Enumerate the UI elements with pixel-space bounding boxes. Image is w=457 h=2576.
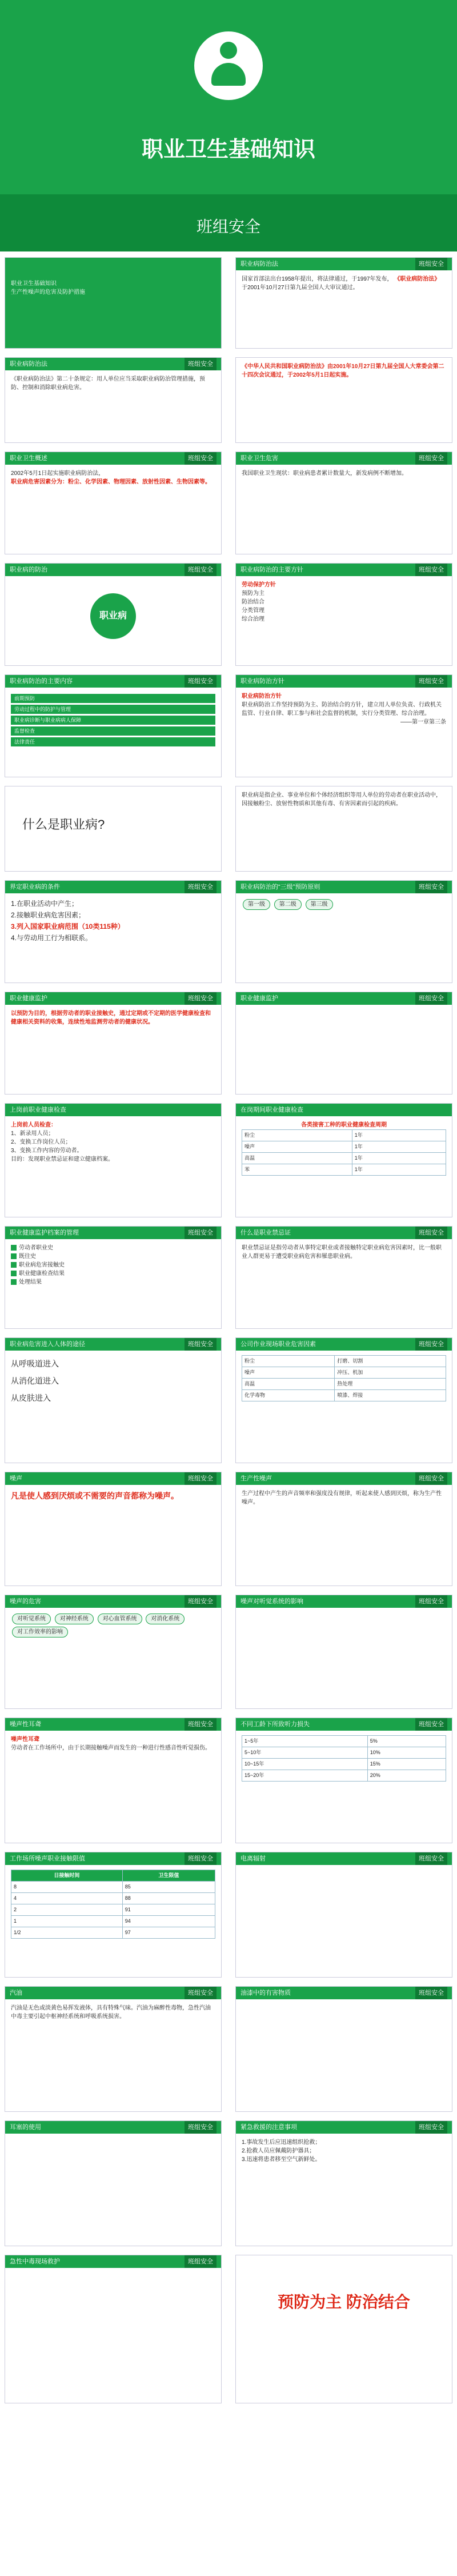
list-item: 对消化系统 [146, 1614, 185, 1624]
slide-tag: 班组安全 [415, 452, 447, 465]
slide-tag: 班组安全 [185, 1595, 217, 1608]
table-row [242, 1153, 446, 1164]
table-row [242, 1164, 446, 1176]
list-item: 3.列入国家职业病范围（10类115种） [11, 922, 125, 930]
slide-18 [235, 1103, 452, 1217]
slide-32 [235, 1986, 452, 2112]
slide-tag: 班组安全 [415, 675, 447, 688]
table-cell: 苯 [242, 1164, 352, 1176]
slide-text: 《中华人民共和国职业病防治法》由2001年10月27日第九届全国人大常委会第二十四次会议通过，于2002年5月1日起实施。 [242, 364, 444, 378]
slide-tag: 班组安全 [185, 675, 217, 688]
slide-text: 于2001年10月27日第九届全国人大审议通过。 [242, 285, 359, 291]
slide-28 [235, 1718, 452, 1843]
table-cell: 1年 [352, 1153, 446, 1164]
table-cell: 粉尘 [242, 1356, 335, 1367]
table-cell: 88 [122, 1893, 215, 1904]
slide-16 [235, 992, 452, 1095]
slide-tag: 班组安全 [415, 1227, 447, 1239]
slide-header: 职业病防治的主要方针 [240, 566, 303, 573]
slide-34 [235, 2120, 452, 2246]
slide-text: 职业禁忌证是指劳动者从事特定职业或者接触特定职业病危害因素时，比一般职业人群更易于遭受职业病危害和罹患职业病。 [242, 1245, 442, 1260]
slide-header: 急性中毒现场救护 [10, 2258, 60, 2265]
slide-header: 上岗前职业健康检查 [10, 1107, 66, 1113]
table-cell: 1~5年 [242, 1736, 368, 1747]
slide-tag: 班组安全 [185, 1718, 217, 1731]
slide-title: 职业病防治方针 [242, 693, 282, 700]
slide-12 [235, 786, 452, 872]
slide-header: 职业病防治法 [240, 261, 278, 267]
slide-header: 不同工龄下所致听力损失 [240, 1721, 310, 1728]
table-row [242, 1141, 446, 1153]
bullet-icon [11, 1245, 17, 1251]
list-item: 既往史 [11, 1252, 215, 1261]
slide-text: 职业病是指企业、事业单位和个体经济组织等用人单位的劳动者在职业活动中，因接触粉尘、放射性物质和其他有毒、有害因素而引起的疾病。 [242, 792, 442, 807]
slide-header: 噪声 [10, 1475, 22, 1482]
list-item: 监督检查 [11, 726, 215, 736]
level-3: 第三级 [306, 899, 333, 910]
table-cell: 冲压、机加 [335, 1367, 446, 1379]
list-item: 劳动过程中的防护与管理 [11, 705, 215, 714]
table-cell: 1/2 [11, 1927, 123, 1939]
slide-tag: 班组安全 [415, 258, 447, 270]
slide-header: 职业病的防治 [10, 566, 47, 573]
slide-text: 我国职业卫生现状：职业病患者累计数量大，新发病例不断增加。 [242, 470, 407, 477]
slide-31 [5, 1986, 222, 2112]
slide-header: 职业健康监护档案的管理 [10, 1229, 79, 1236]
center-circle: 职业病 [90, 593, 136, 639]
list-item: 综合治理 [242, 616, 264, 622]
list-item: 处理结果 [11, 1278, 215, 1287]
list-item: 从皮肤进入 [11, 1393, 51, 1403]
list-item: 防治结合 [242, 599, 264, 605]
slide-header: 职业病防治的主要内容 [10, 678, 73, 685]
table-cell: 热处理 [335, 1379, 446, 1390]
list-item: 职业病危害接触史 [11, 1261, 215, 1269]
table-cell: 97 [122, 1927, 215, 1939]
list-item: 生产性噪声的危害及防护措施 [11, 289, 85, 295]
list-item: 职业卫生基础知识 [11, 281, 57, 287]
slide-header: 职业卫生概述 [10, 455, 47, 462]
slide-header: 生产性噪声 [240, 1475, 272, 1482]
data-table [242, 1129, 446, 1176]
slide-text: 国家首部法出台1958年提出，将法律通过，于1997年发布， [242, 276, 393, 282]
table-row [242, 1379, 446, 1390]
list-item: 3、变换工作内容的劳动者。 [11, 1148, 83, 1154]
slide-tag: 班组安全 [415, 1472, 447, 1485]
table-cell: 2 [11, 1904, 123, 1916]
slide-header: 职业卫生危害 [240, 455, 278, 462]
slide-15 [5, 992, 222, 1095]
slide-14 [235, 880, 452, 983]
slide-header: 职业病防治方针 [240, 678, 284, 685]
slide-tag: 班组安全 [185, 2255, 217, 2268]
slide-text: 职业病防治工作坚持预防为主、防治结合的方针，建立用人单位负责、行政机关监管、行业自律、职工参与和社会监督的机制，实行分类管理、综合治理。 [242, 702, 442, 717]
table-header: 卫生限值 [122, 1870, 215, 1882]
slide-header: 噪声对听觉系统的影响 [240, 1598, 303, 1605]
data-table [11, 1870, 215, 1939]
bullet-icon [11, 1271, 17, 1276]
cover-title: 职业卫生基础知识 [141, 138, 315, 162]
slide-9 [5, 674, 222, 777]
table-cell: 噪声 [242, 1367, 335, 1379]
slide-tag: 班组安全 [185, 564, 217, 576]
table-row [11, 1882, 215, 1893]
slide-header: 紧急救援的注意事项 [240, 2124, 297, 2131]
slide-text: 2002年5月1日起实施职业病防治法， [11, 470, 105, 477]
slide-tag: 班组安全 [415, 1987, 447, 1999]
table-title: 各类接害工种的职业健康检查周期 [301, 1122, 387, 1128]
list-item: 职业病诊断与职业病病人保障 [11, 716, 215, 725]
bullet-icon [11, 1279, 17, 1285]
table-row [242, 1130, 446, 1141]
list-item: 职业健康检查结果 [11, 1269, 215, 1278]
slide-header: 界定职业病的条件 [10, 884, 60, 890]
slide-25 [5, 1595, 222, 1709]
slide-header: 在岗期间职业健康检查 [240, 1107, 303, 1113]
table-cell: 1年 [352, 1164, 446, 1176]
slide-text: 目的：发现职业禁忌证和建立健康档案。 [11, 1156, 114, 1163]
slide-23 [5, 1472, 222, 1586]
slide-text: 凡是使人感到厌烦或不需要的声音都称为噪声。 [11, 1491, 179, 1500]
slide-35 [5, 2255, 222, 2403]
slide-text: 生产过程中产生的声音频率和强度没有规律，听起来使人感到厌烦，称为生产性噪声。 [242, 1491, 442, 1505]
slide-text: 汽油是无色或淡黄色易挥发液体，具有特殊气味。汽油为麻醉性毒物，急性汽油中毒主要引起中枢神经系统和呼吸系统损害。 [11, 2005, 211, 2020]
slide-tag: 班组安全 [415, 1595, 447, 1608]
slide-text: 上岗前人员检查： [11, 1122, 57, 1128]
list-item: 对心血管系统 [98, 1614, 142, 1624]
table-row [242, 1367, 446, 1379]
slide-header: 工作场所噪声职业接触限值 [10, 1855, 85, 1862]
slide-tag: 班组安全 [415, 992, 447, 1005]
table-cell: 打磨、切割 [335, 1356, 446, 1367]
level-2: 第二级 [274, 899, 302, 910]
slide-title: 噪声性耳聋 [11, 1736, 39, 1743]
list-item: 4.与劳动用工行为相联系。 [11, 934, 93, 942]
list-item: 对工作效率的影响 [12, 1627, 68, 1638]
table-row [242, 1356, 446, 1367]
table-cell: 8 [11, 1882, 123, 1893]
slide-3 [5, 357, 222, 443]
slide-tag: 班组安全 [185, 1987, 217, 1999]
slide-7 [5, 563, 222, 666]
slide-8 [235, 563, 452, 666]
list-item: 劳动者职业史 [11, 1244, 215, 1252]
table-row [242, 1736, 446, 1747]
table-cell: 15% [367, 1759, 446, 1770]
table-row [11, 1916, 215, 1927]
data-table [242, 1355, 446, 1401]
data-table [242, 1735, 446, 1782]
slide-header: 噪声性耳聋 [10, 1721, 41, 1728]
table-row [11, 1904, 215, 1916]
list-item: 前期预防 [11, 694, 215, 703]
table-cell: 喷漆、焊接 [335, 1390, 446, 1401]
table-row [11, 1927, 215, 1939]
table-cell: 94 [122, 1916, 215, 1927]
list-item: 对听觉系统 [12, 1614, 51, 1624]
table-row [242, 1390, 446, 1401]
question-text: 什么是职业病? [22, 817, 105, 832]
slide-6 [235, 452, 452, 554]
list-item: 分类管理 [242, 608, 264, 614]
slide-30 [235, 1852, 452, 1978]
slide-4 [235, 357, 452, 443]
slide-tag: 班组安全 [185, 992, 217, 1005]
slide-sign: ——第一章第三条 [400, 719, 446, 725]
slide-20 [235, 1226, 452, 1329]
table-cell: 5~10年 [242, 1747, 368, 1759]
slide-21 [5, 1337, 222, 1463]
list-item: 预防为主 [242, 590, 264, 597]
slide-13 [5, 880, 222, 983]
slide-tag: 班组安全 [415, 564, 447, 576]
slide-header: 电离辐射 [240, 1855, 266, 1862]
slide-header: 职业病防治法 [10, 361, 47, 368]
table-cell: 1年 [352, 1141, 446, 1153]
slide-header: 公司作业现场职业危害因素 [240, 1341, 316, 1348]
table-cell: 高温 [242, 1379, 335, 1390]
slide-text: 以预防为目的，根据劳动者的职业接触史，通过定期或不定期的医学健康检查和健康相关资料的收集，连续性地监测劳动者的健康状况。 [11, 1011, 211, 1025]
list-item: 1、新录用人员； [11, 1131, 54, 1137]
table-header: 日接触时间 [11, 1870, 123, 1882]
table-cell: 高温 [242, 1153, 352, 1164]
slide-text: 《职业病防治法》第二十条规定：用人单位应当采取职业病防治管理措施，预防、控制和消除职业病危害。 [11, 376, 205, 391]
cover-subtitle: 班组安全 [196, 218, 260, 235]
cover-slide [0, 0, 457, 251]
table-cell: 4 [11, 1893, 123, 1904]
slide-tag: 班组安全 [185, 358, 217, 370]
slide-header: 噪声的危害 [10, 1598, 41, 1605]
list-item: 2、变换工作岗位人员； [11, 1139, 71, 1145]
slide-22 [235, 1337, 452, 1463]
list-item: 2.接触职业病危害因素； [11, 911, 86, 919]
slide-header: 油漆中的有害物质 [240, 1990, 291, 1996]
slide-10 [235, 674, 452, 777]
slide-tag: 班组安全 [185, 452, 217, 465]
table-cell: 粉尘 [242, 1130, 352, 1141]
slide-tag: 班组安全 [185, 1338, 217, 1351]
slide-tag: 班组安全 [185, 1472, 217, 1485]
slide-2 [235, 257, 452, 349]
slide-24 [235, 1472, 452, 1586]
table-cell: 10~15年 [242, 1759, 368, 1770]
slide-text: 劳动者在工作场所中，由于长期接触噪声而发生的一种进行性感音性听觉损伤。 [11, 1745, 211, 1751]
slogan-text: 预防为主 防治结合 [278, 2293, 410, 2311]
table-cell: 化学毒物 [242, 1390, 335, 1401]
bullet-icon [11, 1262, 17, 1268]
slide-19 [5, 1226, 222, 1329]
slide-tag: 班组安全 [185, 2121, 217, 2134]
slide-29 [5, 1852, 222, 1978]
table-row [11, 1870, 215, 1882]
list-item: 1.在职业活动中产生； [11, 900, 79, 908]
slide-tag: 班组安全 [415, 1852, 447, 1865]
slide-header: 职业健康监护 [240, 995, 278, 1002]
table-row [242, 1759, 446, 1770]
table-cell: 噪声 [242, 1141, 352, 1153]
slide-tag: 班组安全 [185, 881, 217, 893]
list-item: 3.迅速将患者移至空气新鲜处。 [242, 2156, 321, 2163]
list-item: 2.抢救人员应佩戴防护器具； [242, 2148, 315, 2154]
slide-27 [5, 1718, 222, 1843]
table-cell: 10% [367, 1747, 446, 1759]
list-item: 1.事故发生后应迅速组织抢救； [242, 2139, 321, 2146]
table-cell: 15~20年 [242, 1770, 368, 1782]
slide-header: 什么是职业禁忌证 [240, 1229, 291, 1236]
people-icon [194, 31, 263, 100]
slide-highlight: 《职业病防治法》 [394, 276, 440, 282]
slide-1 [5, 257, 222, 349]
table-row [11, 1893, 215, 1904]
table-row [242, 1770, 446, 1782]
table-cell: 1 [11, 1916, 123, 1927]
slide-11 [5, 786, 222, 872]
slide-tag: 班组安全 [415, 1338, 447, 1351]
slide-header: 汽油 [10, 1990, 22, 1996]
list-item: 对神经系统 [55, 1614, 94, 1624]
table-cell: 85 [122, 1882, 215, 1893]
slide-tag: 班组安全 [415, 2121, 447, 2134]
list-item: 法律责任 [11, 737, 215, 746]
slide-header: 职业病危害进入人体的途径 [10, 1341, 85, 1348]
slide-tag: 班组安全 [415, 881, 447, 893]
slide-17 [5, 1103, 222, 1217]
slide-text: 职业病危害因素分为：粉尘、化学因素、物理因素、放射性因素、生物因素等。 [11, 479, 211, 485]
slide-tag: 班组安全 [185, 1852, 217, 1865]
slide-36 [235, 2255, 452, 2403]
slide-tag: 班组安全 [415, 1718, 447, 1731]
slide-header: 职业病防治的“三级”预防原则 [240, 884, 320, 890]
list-item: 劳动保护方针 [242, 582, 276, 588]
list-item: 从消化道进入 [11, 1376, 59, 1385]
level-1: 第一级 [243, 899, 270, 910]
slide-tag: 班组安全 [185, 1227, 217, 1239]
table-cell: 20% [367, 1770, 446, 1782]
bullet-icon [11, 1253, 17, 1259]
table-cell: 5% [367, 1736, 446, 1747]
slide-header: 职业健康监护 [10, 995, 47, 1002]
slide-26 [235, 1595, 452, 1709]
table-row [242, 1747, 446, 1759]
table-cell: 1年 [352, 1130, 446, 1141]
list-item: 从呼吸道进入 [11, 1359, 59, 1368]
slide-33 [5, 2120, 222, 2246]
slide-5 [5, 452, 222, 554]
slide-header: 耳塞的使用 [10, 2124, 41, 2131]
table-cell: 91 [122, 1904, 215, 1916]
